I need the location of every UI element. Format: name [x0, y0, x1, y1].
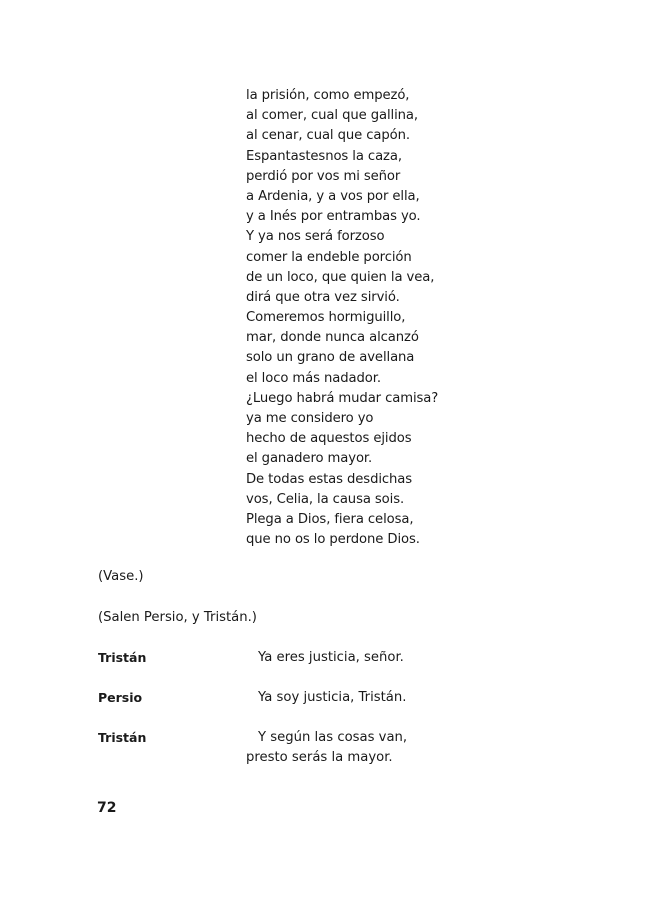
verse-line: solo un grano de avellana [246, 350, 415, 366]
verse-line: Plega a Dios, fiera celosa, [246, 511, 414, 527]
verse-line: hecho de aquestos ejidos [246, 431, 412, 447]
verse-line: vos, Celia, la causa sois. [246, 491, 405, 507]
verse-line: la prisión, como empezó, [246, 88, 410, 103]
speech-text: presto serás la mayor. [246, 750, 393, 765]
speaker-name: Tristán [98, 650, 147, 665]
verse-line: dirá que otra vez sirvió. [246, 289, 400, 305]
speech-line [246, 728, 407, 748]
verse-line: De todas estas desdichas [246, 471, 413, 487]
verse-block [246, 86, 506, 550]
verse-line: al cenar, cual que capón. [246, 128, 410, 144]
verse-line: comer la endeble porción [246, 249, 412, 265]
verse-line: mar, donde nunca alcanzó [246, 330, 419, 346]
stage-direction-exit: (Vase.) [98, 569, 144, 584]
speaker-name: Persio [98, 690, 143, 705]
stage-direction-enter: (Salen Persio, y Tristán.) [98, 610, 257, 625]
speech-line [246, 748, 393, 768]
speech-line [246, 648, 404, 668]
page-number: 72 [97, 800, 117, 816]
verse-line: y a Inés por entrambas yo. [246, 209, 421, 225]
verse-line: al comer, cual que gallina, [246, 108, 418, 124]
verse-line: ya me considero yo [246, 411, 374, 426]
verse-line: de un loco, que quien la vea, [246, 269, 435, 285]
verse-line: perdió por vos mi señor [246, 168, 401, 184]
verse-line: el loco más nadador. [246, 370, 381, 386]
speech-text: Y según las cosas van, [258, 730, 408, 745]
verse-line: que no os lo perdone Dios. [246, 532, 420, 548]
verse-line: el ganadero mayor. [246, 451, 373, 467]
speech-line [246, 688, 406, 708]
speaker-name: Tristán [98, 730, 147, 745]
verse-line: Comeremos hormiguillo, [246, 310, 406, 326]
verse-line: Y ya nos será forzoso [246, 229, 385, 245]
speech-text: Ya eres justicia, señor. [258, 650, 404, 665]
verse-line: a Ardenia, y a vos por ella, [246, 188, 420, 204]
speech-text: Ya soy justicia, Tristán. [258, 690, 407, 705]
verse-line: ¿Luego habrá mudar camisa? [246, 390, 439, 406]
verse-line: Espantastesnos la caza, [246, 148, 402, 164]
